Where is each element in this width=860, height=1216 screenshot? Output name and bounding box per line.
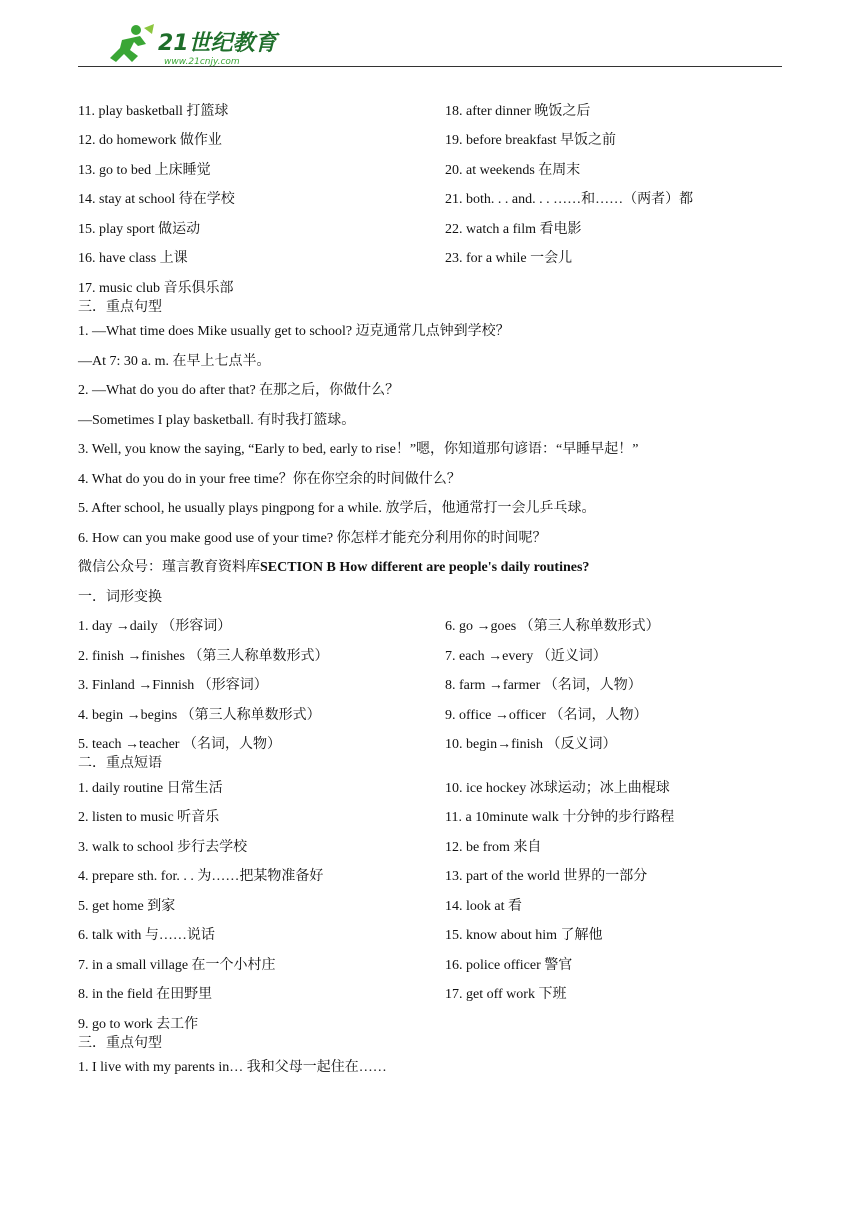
section-heading: 二．重点短语 [78,756,162,771]
sentence-item: 2. —What do you do after that? 在那之后，你做什么？ [78,383,400,399]
phrase-item: 12. do homework 做作业 [78,133,222,149]
sentence-item: —At 7: 30 a. m. 在早上七点半。 [78,353,271,369]
logo-text: 21世纪教育 [158,31,277,56]
word-form-item: 8. farm →farmer （名词，人物） [445,678,642,694]
header-divider [78,66,782,67]
sentence-item: —Sometimes I play basketball. 有时我打篮球。 [78,412,356,428]
word-form-item: 4. begin →begins （第三人称单数形式） [78,707,321,723]
sentence-item: 1. I live with my parents in… 我和父母一起住在…… [78,1060,387,1076]
word-form-item: 5. teach →teacher （名词，人物） [78,737,281,753]
phrase-item: 18. after dinner 晚饭之后 [445,103,591,119]
word-form-item: 3. Finland →Finnish （形容词） [78,678,268,694]
phrase-item: 17. get off work 下班 [445,987,567,1003]
phrase-item: 17. music club 音乐俱乐部 [78,280,234,296]
phrase-item: 23. for a while 一会儿 [445,251,573,267]
logo-21cnjy [100,20,300,68]
sentence-item: 3. Well, you know the saying, “Early to bed, early to rise！”嗯，你知道那句谚语：“早睡早起！” [78,442,639,458]
section-heading: 一．词形变换 [78,589,162,605]
phrase-item: 7. in a small village 在一个小村庄 [78,957,276,973]
word-form-item: 2. finish →finishes （第三人称单数形式） [78,648,329,664]
word-form-item: 9. office →officer （名词，人物） [445,707,648,723]
phrase-item: 13. go to bed 上床睡觉 [78,162,211,178]
phrase-item: 15. play sport 做运动 [78,221,201,237]
phrase-item: 3. walk to school 步行去学校 [78,839,248,855]
word-form-item: 1. day →daily （形容词） [78,619,232,635]
logo-url: www.21cnjy.com [164,57,240,67]
phrase-list-b [78,774,782,1010]
runner-icon [110,24,154,62]
section-title [78,554,782,584]
phrase-item: 11. play basketball 打篮球 [78,103,229,119]
phrase-item: 8. in the field 在田野里 [78,987,213,1003]
phrase-item: 1. daily routine 日常生活 [78,780,223,796]
phrase-item: 12. be from 来自 [445,839,542,855]
phrase-item: 4. prepare sth. for. . . 为……把某物准备好 [78,869,324,885]
section-b-title: SECTION B How different are people's daily routines? [260,560,590,576]
word-form-item: 7. each →every （近义词） [445,648,607,664]
phrase-item: 14. look at 看 [445,898,522,914]
word-form-list [78,613,782,761]
phrase-item: 9. go to work 去工作 [78,1016,199,1032]
sentence-item: 5. After school, he usually plays pingpong for a while. 放学后，他通常打一会儿乒乓球。 [78,501,596,517]
word-form-item: 6. go →goes （第三人称单数形式） [445,619,660,635]
sentence-item: 4. What do you do in your free time？你在你空余的时间做什么？ [78,471,461,487]
word-form-item: 10. begin→finish （反义词） [445,737,617,753]
phrase-item: 20. at weekends 在周末 [445,162,581,178]
phrase-item: 16. have class 上课 [78,251,188,267]
phrase-item: 10. ice hockey 冰球运动；冰上曲棍球 [445,780,670,796]
phrase-item: 14. stay at school 待在学校 [78,192,235,208]
phrase-list-a [78,97,782,274]
phrase-item: 2. listen to music 听音乐 [78,810,220,826]
phrase-item: 16. police officer 警官 [445,957,573,973]
sentence-item: 6. How can you make good use of your time? 你怎样才能充分利用你的时间呢？ [78,530,547,546]
document-body [78,97,782,1083]
page-header [78,0,782,70]
phrase-item: 6. talk with 与……说话 [78,928,215,944]
phrase-item: 13. part of the world 世界的一部分 [445,869,648,885]
section-heading: 三．重点句型 [78,1035,162,1051]
phrase-item: 21. both. . . and. . . ……和……（两者）都 [445,192,694,208]
section-heading: 三．重点句型 [78,299,162,315]
phrase-item: 11. a 10minute walk 十分钟的步行路程 [445,810,675,826]
phrase-item: 5. get home 到家 [78,898,176,914]
phrase-item: 19. before breakfast 早饭之前 [445,133,617,149]
phrase-item: 15. know about him 了解他 [445,928,603,944]
phrase-item: 22. watch a film 看电影 [445,221,582,237]
sentence-item: 1. —What time does Mike usually get to school? 迈克通常几点钟到学校？ [78,324,510,340]
watermark-text: 微信公众号：瑾言教育资料库 [78,560,260,576]
